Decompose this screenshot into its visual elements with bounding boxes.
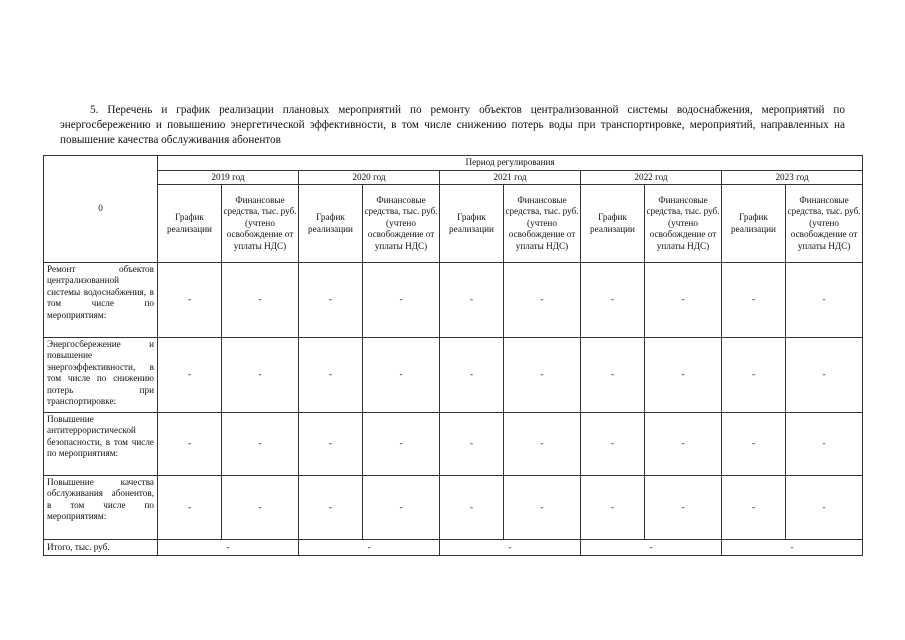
table-cell: - xyxy=(504,413,581,476)
table-cell: - xyxy=(222,338,299,413)
table-cell: - xyxy=(299,338,363,413)
finance-header: Финансовые средства, тыс. руб. (учтено освобождение от уплаты НДС) xyxy=(504,185,581,263)
total-cell: - xyxy=(299,540,440,556)
table-cell: - xyxy=(722,338,786,413)
table-cell: - xyxy=(786,263,863,338)
schedule-header: График реализации xyxy=(158,185,222,263)
heading-text: 5. Перечень и график реализации плановых мероприятий по ремонту объектов централизованной системы водоснабжения, мероприятий по энергосбережению и повышению энергетической эффективности, в том числе снижению потерь воды при транспортировке, мероприятий, направленных на повышение качества обслуживания абонентов xyxy=(60,104,845,147)
table-cell: - xyxy=(158,263,222,338)
schedule-header: График реализации xyxy=(299,185,363,263)
table-cell: - xyxy=(645,476,722,540)
table-cell: - xyxy=(645,263,722,338)
table-row xyxy=(44,338,863,413)
table-cell: - xyxy=(504,263,581,338)
section-heading xyxy=(60,103,845,148)
table-cell: - xyxy=(158,338,222,413)
table-cell: - xyxy=(299,413,363,476)
table-cell: - xyxy=(722,263,786,338)
table-cell: - xyxy=(158,476,222,540)
table-cell: - xyxy=(581,263,645,338)
table-cell: - xyxy=(440,263,504,338)
table-cell: - xyxy=(581,338,645,413)
total-label: Итого, тыс. руб. xyxy=(44,540,158,556)
row-label: Повышение антитеррористической безопасности, в том числе по мероприятиям: xyxy=(44,413,158,476)
total-cell: - xyxy=(722,540,863,556)
year-header-2019: 2019 год xyxy=(158,171,299,185)
total-cell: - xyxy=(440,540,581,556)
corner-header: 0 xyxy=(44,156,158,263)
table-cell: - xyxy=(222,413,299,476)
table-cell: - xyxy=(222,476,299,540)
finance-header: Финансовые средства, тыс. руб. (учтено освобождение от уплаты НДС) xyxy=(645,185,722,263)
row-label: Повышение качества обслуживания абонентов, в том числе по мероприятиям: xyxy=(44,476,158,540)
year-header-2020: 2020 год xyxy=(299,171,440,185)
table-cell: - xyxy=(504,338,581,413)
period-header: Период регулирования xyxy=(158,156,863,171)
table-cell: - xyxy=(440,476,504,540)
row-label: Энергосбережение и повышение энергоэффективности, в том числе по снижению потерь при транспортировке: xyxy=(44,338,158,413)
table-cell: - xyxy=(158,413,222,476)
table-cell: - xyxy=(722,476,786,540)
table-cell: - xyxy=(722,413,786,476)
row-label: Ремонт объектов централизованной системы водоснабжения, в том числе по мероприятиям: xyxy=(44,263,158,338)
table-cell: - xyxy=(440,413,504,476)
table-cell: - xyxy=(581,413,645,476)
table-cell: - xyxy=(504,476,581,540)
table-cell: - xyxy=(363,413,440,476)
year-header-2023: 2023 год xyxy=(722,171,863,185)
table-row xyxy=(44,476,863,540)
table-row xyxy=(44,263,863,338)
schedule-header: График реализации xyxy=(722,185,786,263)
finance-header: Финансовые средства, тыс. руб. (учтено освобождение от уплаты НДС) xyxy=(786,185,863,263)
table-cell: - xyxy=(786,338,863,413)
table-cell: - xyxy=(440,338,504,413)
table-cell: - xyxy=(299,476,363,540)
table-cell: - xyxy=(786,476,863,540)
table-cell: - xyxy=(786,413,863,476)
table-cell: - xyxy=(363,263,440,338)
table-row xyxy=(44,413,863,476)
plan-table xyxy=(43,155,863,556)
table-cell: - xyxy=(363,476,440,540)
schedule-header: График реализации xyxy=(581,185,645,263)
total-cell: - xyxy=(158,540,299,556)
finance-header: Финансовые средства, тыс. руб. (учтено освобождение от уплаты НДС) xyxy=(222,185,299,263)
schedule-header: График реализации xyxy=(440,185,504,263)
table-cell: - xyxy=(363,338,440,413)
table-cell: - xyxy=(645,338,722,413)
table-cell: - xyxy=(222,263,299,338)
table-cell: - xyxy=(299,263,363,338)
table-cell: - xyxy=(645,413,722,476)
total-cell: - xyxy=(581,540,722,556)
table-cell: - xyxy=(581,476,645,540)
total-row xyxy=(44,540,863,556)
year-header-2021: 2021 год xyxy=(440,171,581,185)
finance-header: Финансовые средства, тыс. руб. (учтено освобождение от уплаты НДС) xyxy=(363,185,440,263)
year-header-2022: 2022 год xyxy=(581,171,722,185)
